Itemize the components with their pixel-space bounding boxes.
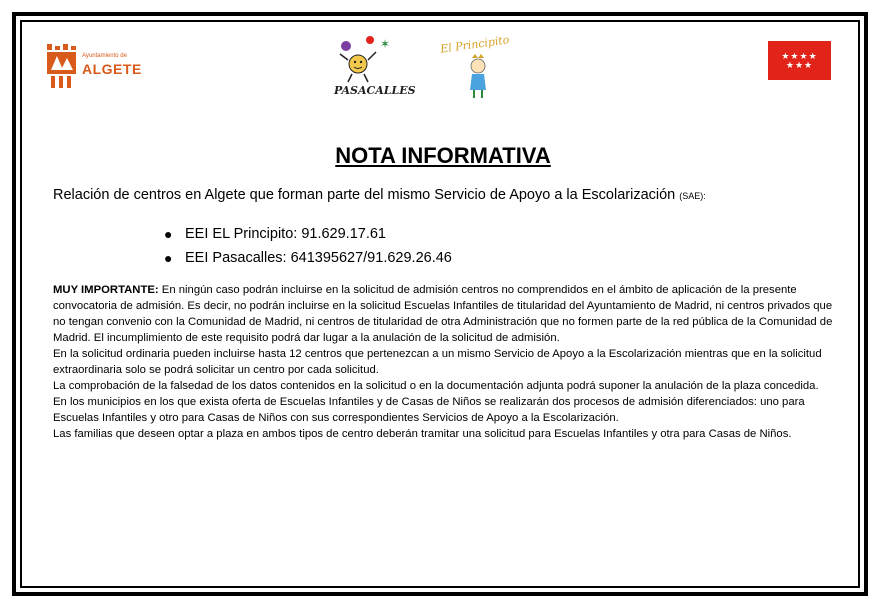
principito-logo: [436, 33, 526, 106]
center-principito: EEI EL Principito: 91.629.17.61: [185, 226, 386, 242]
subtitle-text: Relación de centros en Algete que forman parte del mismo Servicio de Apoyo a la Escolarización: [53, 187, 680, 203]
star-row-top: ★★★★: [781, 50, 818, 61]
center-pasacalles: EEI Pasacalles: 641395627/91.629.26.46: [185, 250, 452, 266]
page-title: NOTA INFORMATIVA: [335, 143, 551, 168]
star-row-bottom: ★★★: [785, 59, 814, 70]
algete-name: ALGETE: [82, 61, 142, 77]
subtitle-sae: (SAE):: [679, 191, 706, 201]
paragraph-important: [53, 282, 845, 346]
algete-subtitle: Ayuntamiento de: [82, 53, 127, 59]
svg-text:✶: ✶: [380, 37, 391, 51]
bullet-icon: ●: [164, 250, 173, 266]
paragraph-falsehood: La comprobación de la falsedad de los datos contenidos en la solicitud o en la documentación adjunta podrá suponer la anulación de la plaza concedida.: [53, 380, 819, 392]
pasacalles-logo: [330, 34, 416, 104]
madrid-flag-icon: [768, 41, 831, 80]
paragraph-ordinary: En la solicitud ordinaria pueden incluirse hasta 12 centros que pertenezcan a un mismo Servicio de Apoyo a la Escolarización mientras que en la solicitud extraordinaria solo se podrá solicitar un centro por cada solicitud.: [53, 348, 822, 376]
pasacalles-name: PASACALLES: [334, 84, 416, 97]
little-prince-icon: [464, 54, 524, 104]
centers-list: [164, 222, 452, 270]
algete-crest-icon: [47, 44, 77, 90]
juggler-icon: [330, 34, 410, 84]
body-text: [53, 282, 845, 442]
bullet-icon: ●: [164, 226, 173, 242]
paragraph-municipalities: En los municipios en los que exista oferta de Escuelas Infantiles y de Casas de Niños se realizarán dos procesos de admisión diferenciados: uno para Escuelas Infantiles y otro para Casas de Niños con sus correspondientes Servicios de Apoyo a la Escolarización.: [53, 396, 805, 424]
principito-name: El Principito: [439, 33, 511, 56]
algete-logo: [47, 44, 157, 92]
paragraph-families: Las familias que deseen optar a plaza en ambos tipos de centro deberán tramitar una solicitud para Escuelas Infantiles y otra para Casas de Niños.: [53, 428, 792, 440]
important-text: En ningún caso podrán incluirse en la solicitud de admisión centros no comprendidos en el ámbito de aplicación de la presente convocatoria de admisión. Es decir, no podrán incluirse en la solicitud Escuelas Infantiles de titularidad del Ayuntamiento de Madrid, ni centros privados que no tengan convenio con la Comunidad de Madrid, ni centros de titularidad de otra Administración que no formen parte de la red pública de la Comunidad de Madrid. El incumplimiento de este requisito podrá dar lugar a la anulación de la solicitud de admisión.: [53, 284, 833, 344]
list-item: [164, 222, 452, 246]
important-label: MUY IMPORTANTE:: [53, 284, 159, 296]
list-item: [164, 246, 452, 270]
subtitle: [53, 187, 706, 203]
